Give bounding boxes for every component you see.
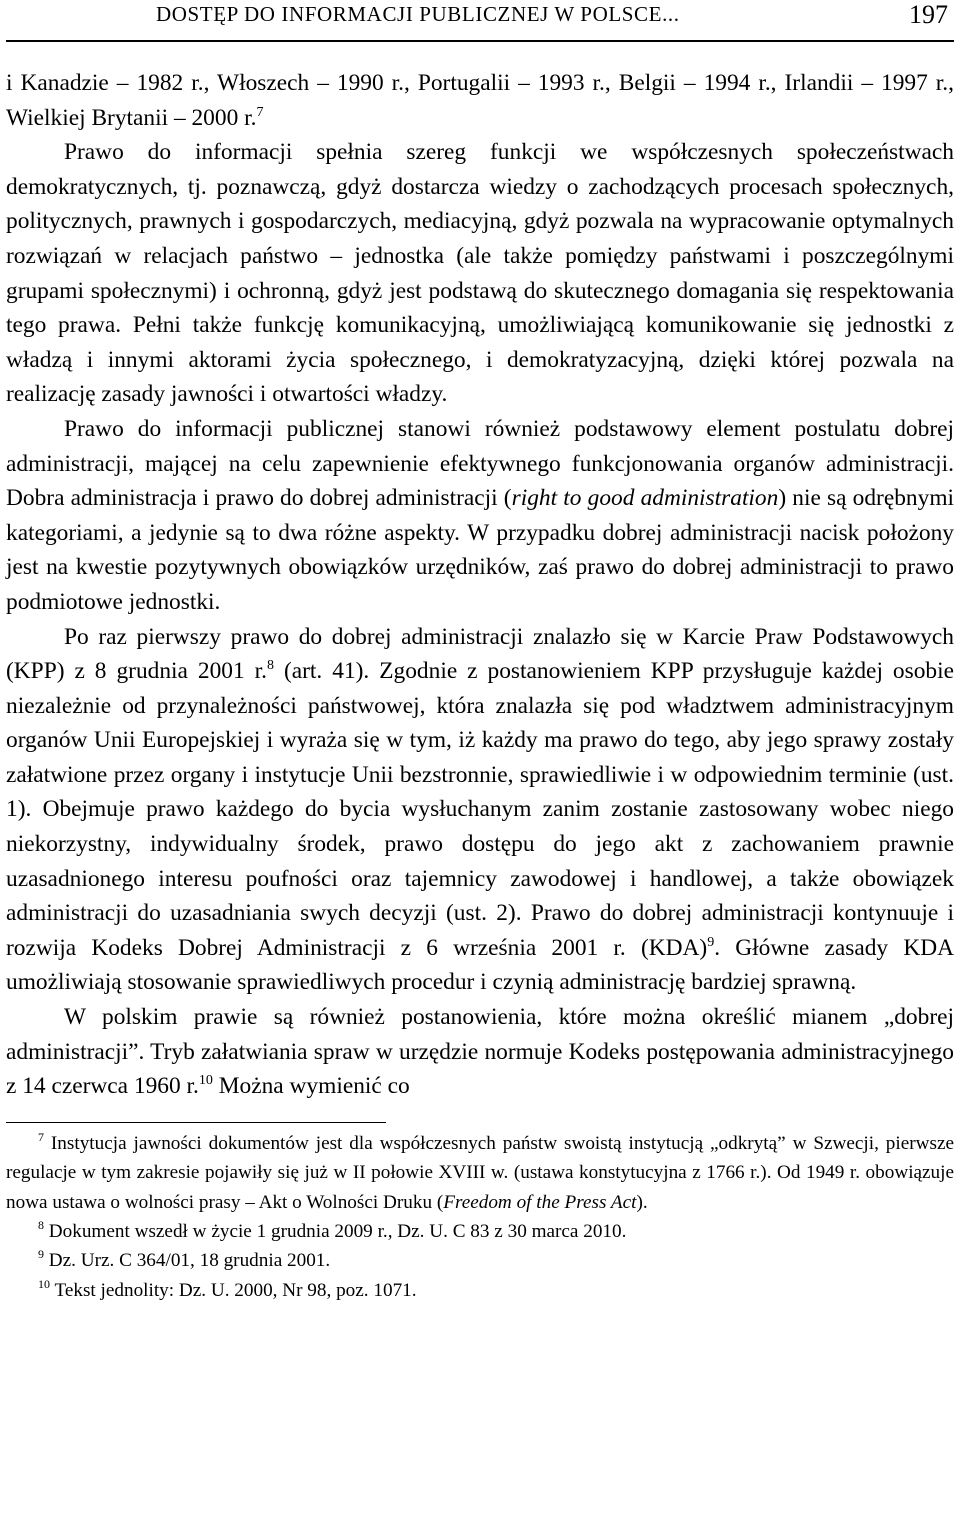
footnote-text: Instytucja jawności dokumentów jest dla współczesnych państw swoistą instytucją „odkrytą” w Szwecji, pierwsze regulacje w tym zakresie pojawiły się już w II połowie XVIII w. (ustawa konstytucyjna z 1766 r.). Od 1949 r. obowiązuje nowa ustawa o wolności prasy – Akt o Wolności Druku ( <box>6 1132 954 1213</box>
paragraph-polish-law <box>6 1000 954 1104</box>
italic-term: right to good administration <box>511 485 779 512</box>
footnote-ref-10: 10 <box>198 1073 213 1089</box>
italic-term: Freedom of the Press Act <box>443 1191 637 1213</box>
page-number: 197 <box>909 0 948 29</box>
footnote-ref-8: 8 <box>267 658 274 674</box>
footnote-text: ). <box>636 1191 648 1213</box>
paragraph-text: ) nie są odrębnymi kategoriami, a jedynie są to dwa różne aspekty. W przypadku dobrej administracji nacisk położony jest na kwestie pozytywnych obowiązków urzędników, zaś prawo do dobrej administracji to prawo podmiotowe jednostki. <box>6 485 955 615</box>
footnote-9 <box>6 1246 954 1275</box>
book-page <box>6 0 954 1537</box>
footnote-text: Dokument wszedł w życie 1 grudnia 2009 r., Dz. U. C 83 z 30 marca 2010. <box>48 1221 627 1243</box>
paragraph-text: Prawo do informacji spełnia szereg funkcji we współczesnych społeczeństwach demokratycznych, tj. poznawczą, gdyż dostarcza wiedzy o zachodzących procesach społecznych, politycznych, prawnych i gospodarczych, mediacyjną, gdyż pozwala na wypracowanie optymalnych rozwiązań w relacjach państwo – jednostka (ale także pomiędzy państwami i poszczególnymi grupami społecznymi) i ochronną, gdyż jest podstawą do skutecznego domagania się respektowania tego prawa. Pełni także funkcję komunikacyjną, umożliwiającą komunikowanie się jednostki z władzą i innymi aktorami życia społecznego, i demokratyzacyjną, dzięki której pozwala na realizację zasady jawności i otwartości władzy. <box>6 139 954 408</box>
paragraph-text: Można wymienić co <box>212 1073 410 1100</box>
footnote-text: Tekst jednolity: Dz. U. 2000, Nr 98, poz. 1071. <box>54 1279 417 1301</box>
footnote-divider <box>6 1122 386 1123</box>
footnote-7 <box>6 1129 954 1217</box>
footnote-10 <box>6 1276 954 1305</box>
footnote-number: 8 <box>38 1218 44 1233</box>
footnote-ref-9: 9 <box>707 934 715 950</box>
footnote-ref-7: 7 <box>256 104 264 120</box>
running-header <box>6 0 954 42</box>
running-title: DOSTĘP DO INFORMACJI PUBLICZNEJ W POLSCE... <box>156 2 680 26</box>
paragraph-text: i Kanadzie – 1982 r., Włoszech – 1990 r., Portugalii – 1993 r., Belgii – 1994 r., Irlandii – 1997 r., Wielkiej Brytanii – 2000 r. <box>6 70 954 131</box>
paragraph-charter <box>6 620 954 1001</box>
paragraph-text: Prawo do informacji publicznej stanowi również podstawowy element postulatu dobrej administracji, mającej na celu zapewnienie efektywnego funkcjonowania organów administracji. Dobra administracja i prawo do dobrej administracji ( <box>6 415 954 512</box>
paragraph-text: (art. 41). Zgodnie z postanowieniem KPP przysługuje każdej osobie niezależnie od przynależności państwowej, która znalazła się pod władztwem administracyjnym organów Unii Europejskiej i wyraża się w tym, iż każdy ma prawo do tego, aby jego sprawy zostały załatwione przez organy i instytucje Unii bezstronnie, sprawiedliwie i w odpowiednim terminie (ust. 1). Obejmuje prawo każdego do bycia wysłuchanym zanim zostanie zastosowany wobec niego niekorzystny, indywidualny środek, prawo dostępu do jego akt z zachowaniem prawnie uzasadnionego interesu poufności oraz tajemnicy zawodowej i handlowej, a także obowiązek administracji do uzasadniania swych decyzji (ust. 2). Prawo do dobrej administracji kontynuuje i rozwija Kodeks Dobrej Administracji z 6 września 2001 r. (KDA) <box>6 658 954 961</box>
footnote-8 <box>6 1217 954 1246</box>
footnote-text: Dz. Urz. C 364/01, 18 grudnia 2001. <box>48 1250 331 1272</box>
paragraph-text: W polskim prawie są również postanowienia, które można określić mianem „dobrej administracji”. Tryb załatwiania spraw w urzędzie normuje Kodeks postępowania administracyjnego z 14 czerwca 1960 r. <box>6 1004 954 1100</box>
paragraph-functions <box>6 135 954 412</box>
main-text <box>6 66 954 1104</box>
paragraph-text: Po raz pierwszy prawo do dobrej administracji znalazło się w Karcie Praw Podstawowych (KPP) z 8 grudnia 2001 r. <box>6 623 954 685</box>
paragraph-good-administration <box>6 412 954 620</box>
footnote-number: 7 <box>38 1129 44 1144</box>
paragraph-continuation <box>6 66 954 135</box>
footnotes <box>6 1129 954 1305</box>
footnote-number: 9 <box>38 1247 44 1262</box>
footnote-number: 10 <box>38 1276 50 1291</box>
paragraph-text: . Główne zasady KDA umożliwiają stosowanie sprawiedliwych procedur i czynią administrację bardziej sprawną. <box>6 934 954 996</box>
